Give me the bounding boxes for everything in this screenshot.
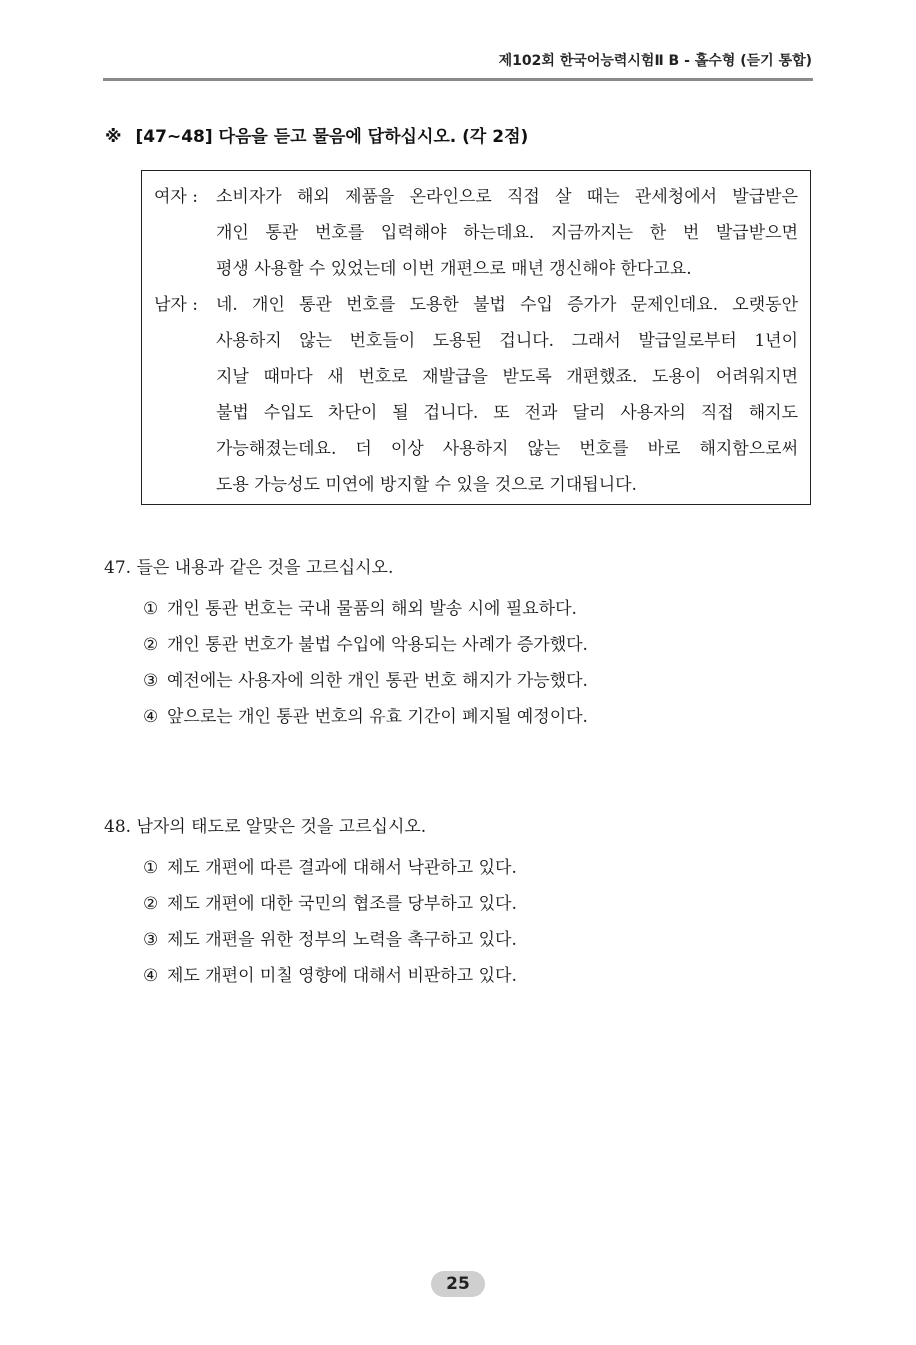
option-text: 제도 개편에 따른 결과에 대해서 낙관하고 있다. — [167, 858, 517, 878]
header-divider — [103, 78, 813, 81]
speech-line: 도용 가능성도 미연에 방지할 수 있을 것으로 기대됩니다. — [216, 475, 637, 495]
option-text: 제도 개편을 위한 정부의 노력을 촉구하고 있다. — [167, 930, 517, 950]
option-text: 제도 개편이 미칠 영향에 대해서 비판하고 있다. — [167, 966, 517, 986]
question-47-prompt: 47. 들은 내용과 같은 것을 고르십시오. — [104, 558, 394, 578]
speaker-label: 여자 : — [154, 187, 198, 207]
dialogue-turn-man — [154, 287, 798, 503]
answer-option[interactable] — [143, 591, 588, 627]
option-text: 개인 통관 번호가 불법 수입에 악용되는 사례가 증가했다. — [167, 635, 588, 655]
option-number: ④ — [143, 707, 159, 727]
option-text: 개인 통관 번호는 국내 물품의 해외 발송 시에 필요하다. — [167, 599, 577, 619]
page-number-badge: 25 — [431, 1271, 485, 1297]
option-number: ② — [143, 635, 159, 655]
option-text: 예전에는 사용자에 의한 개인 통관 번호 해지가 가능했다. — [167, 671, 588, 691]
answer-option[interactable] — [143, 958, 517, 994]
instruction-text: [47~48] 다음을 듣고 물음에 답하십시오. (각 2점) — [135, 127, 529, 147]
option-number: ④ — [143, 966, 159, 986]
option-number: ③ — [143, 930, 159, 950]
option-number: ① — [143, 858, 159, 878]
question-48-options — [143, 850, 517, 994]
speech-line: 가능해졌는데요. 더 이상 사용하지 않는 번호를 바로 해지함으로써 — [216, 439, 798, 459]
speech-line: 개인 통관 번호를 입력해야 하는데요. 지금까지는 한 번 발급받으면 — [216, 223, 798, 243]
option-text: 제도 개편에 대한 국민의 협조를 당부하고 있다. — [167, 894, 517, 914]
speech-line: 지날 때마다 새 번호로 재발급을 받도록 개편했죠. 도용이 어려워지면 — [216, 367, 798, 387]
speech-text — [216, 179, 798, 287]
speech-text — [216, 287, 798, 503]
speaker-label: 남자 : — [154, 295, 198, 315]
option-number: ① — [143, 599, 159, 619]
answer-option[interactable] — [143, 850, 517, 886]
option-number: ③ — [143, 671, 159, 691]
speech-line: 불법 수입도 차단이 될 겁니다. 또 전과 달리 사용자의 직접 해지도 — [216, 403, 798, 423]
answer-option[interactable] — [143, 663, 588, 699]
answer-option[interactable] — [143, 699, 588, 735]
option-text: 앞으로는 개인 통관 번호의 유효 기간이 폐지될 예정이다. — [167, 707, 588, 727]
speech-line: 평생 사용할 수 있었는데 이번 개편으로 매년 갱신해야 한다고요. — [216, 259, 692, 279]
answer-option[interactable] — [143, 886, 517, 922]
speech-line: 네. 개인 통관 번호를 도용한 불법 수입 증가가 문제인데요. 오랫동안 — [216, 295, 798, 315]
answer-option[interactable] — [143, 627, 588, 663]
dialogue-turn-woman — [154, 179, 798, 287]
section-instruction — [105, 122, 528, 147]
question-47-options — [143, 591, 588, 735]
speech-line: 사용하지 않는 번호들이 도용된 겁니다. 그래서 발급일로부터 1년이 — [216, 331, 798, 351]
exam-header: 제102회 한국어능력시험Ⅱ B - 홀수형 (듣기 통합) — [498, 53, 812, 69]
speech-line: 소비자가 해외 제품을 온라인으로 직접 살 때는 관세청에서 발급받은 — [216, 187, 798, 207]
reference-mark: ※ — [105, 127, 122, 147]
question-48-prompt: 48. 남자의 태도로 알맞은 것을 고르십시오. — [104, 817, 427, 837]
dialogue-box — [141, 170, 811, 505]
answer-option[interactable] — [143, 922, 517, 958]
option-number: ② — [143, 894, 159, 914]
